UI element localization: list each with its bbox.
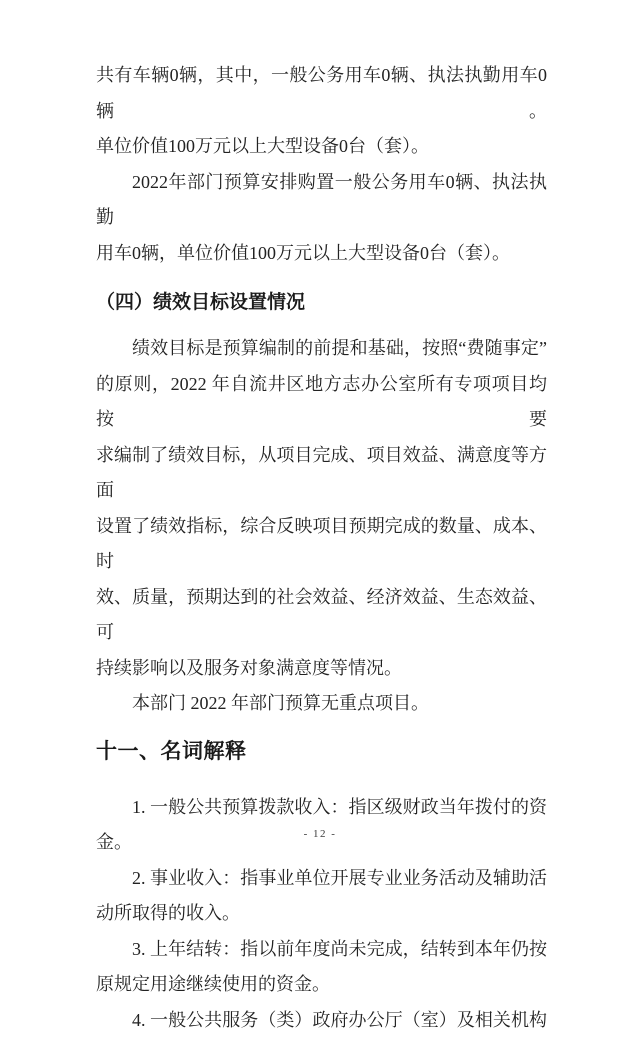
- document-body: [96, 58, 547, 1038]
- paragraph-line: 共有车辆0辆，其中，一般公务用车0辆、执法执勤用车0辆。: [96, 58, 547, 129]
- paragraph-line: 2022年部门预算安排购置一般公务用车0辆、执法执勤: [96, 165, 547, 236]
- section-heading-performance: （四）绩效目标设置情况: [96, 289, 547, 317]
- paragraph-line: 效、质量，预期达到的社会效益、经济效益、生态效益、可: [96, 580, 547, 651]
- paragraph-line: 本部门 2022 年部门预算无重点项目。: [96, 686, 547, 722]
- glossary-line: 原规定用途继续使用的资金。: [96, 967, 547, 1003]
- paragraph-line: 求编制了绩效目标，从项目完成、项目效益、满意度等方面: [96, 438, 547, 509]
- section-heading-glossary: 十一、名词解释: [96, 736, 547, 768]
- paragraph-line: 持续影响以及服务对象满意度等情况。: [96, 651, 547, 687]
- page-number: - 12 -: [0, 828, 640, 840]
- glossary-line: 4. 一般公共服务（类）政府办公厅（室）及相关机构: [96, 1003, 547, 1038]
- paragraph-line: 绩效目标是预算编制的前提和基础，按照“费随事定”: [96, 331, 547, 367]
- paragraph-line: 的原则，2022 年自流井区地方志办公室所有专项项目均按要: [96, 367, 547, 438]
- paragraph-line: 单位价值100万元以上大型设备0台（套）。: [96, 129, 547, 165]
- paragraph-line: 用车0辆，单位价值100万元以上大型设备0台（套）。: [96, 236, 547, 272]
- glossary-line: 动所取得的收入。: [96, 896, 547, 932]
- glossary-line: 2. 事业收入：指事业单位开展专业业务活动及辅助活: [96, 861, 547, 897]
- glossary-line: 3. 上年结转：指以前年度尚未完成，结转到本年仍按: [96, 932, 547, 968]
- paragraph-line: 设置了绩效指标，综合反映项目预期完成的数量、成本、时: [96, 509, 547, 580]
- glossary-line: 1. 一般公共预算拨款收入：指区级财政当年拨付的资: [96, 790, 547, 826]
- glossary-line: 金。: [96, 825, 547, 861]
